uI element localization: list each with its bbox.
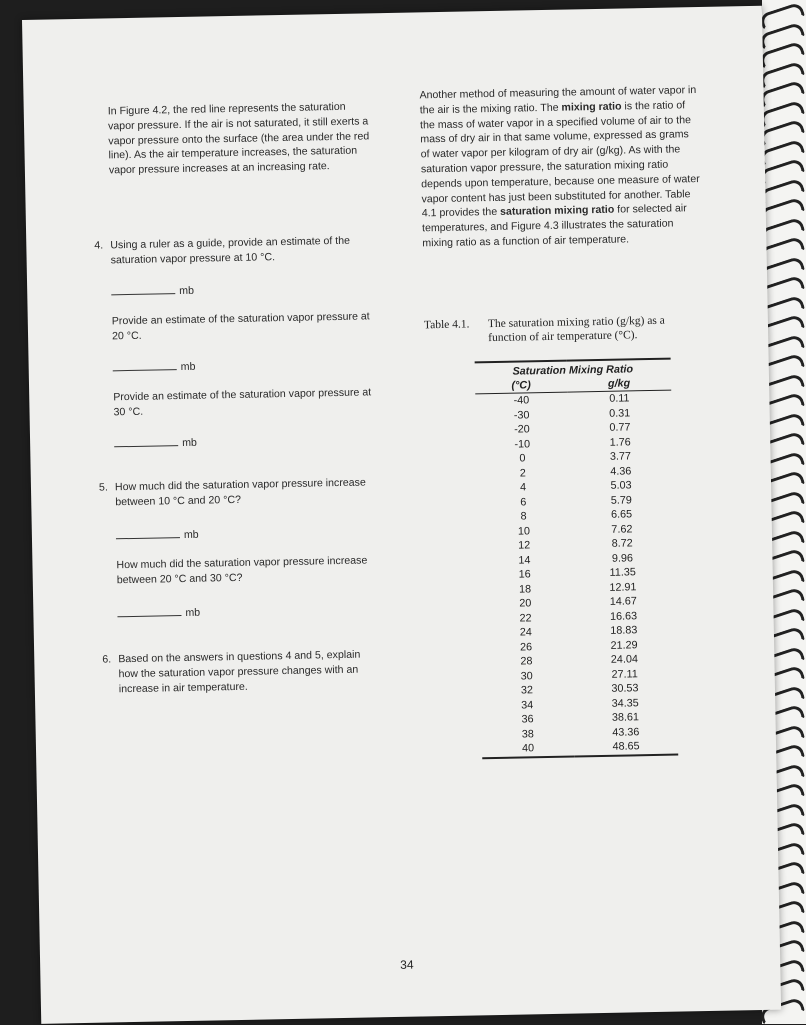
answer-blank[interactable] bbox=[114, 435, 178, 447]
intro-paragraph: In Figure 4.2, the red line represents the saturation vapor pressure. If the air is not saturated, it still exerts a vapor pressure onto the surface (the area under the red line). As the air temperature increases, the saturation vapor pressure increases at an increasing rate. bbox=[107, 100, 370, 177]
question-text: Provide an estimate of the saturation vapor pressure at 20 °C. bbox=[111, 310, 370, 343]
mixing-ratio-cell: 9.96 bbox=[611, 551, 634, 565]
temperature-cell: 8 bbox=[520, 510, 527, 523]
col-temp-unit: (°C) bbox=[475, 378, 567, 394]
temperature-cell: 28 bbox=[520, 655, 533, 668]
table-caption-label: Table 4.1. bbox=[423, 318, 470, 332]
unit-label: mb bbox=[183, 528, 199, 541]
temperature-cell: 40 bbox=[482, 741, 574, 758]
mixing-ratio-cell: 5.03 bbox=[610, 479, 632, 492]
temperature-cell: 36 bbox=[521, 713, 534, 726]
temperature-cell: 26 bbox=[519, 640, 533, 654]
temperature-cell: 2 bbox=[519, 466, 526, 480]
term-saturation-mixing-ratio: saturation mixing ratio bbox=[499, 204, 615, 219]
mixing-ratio-cell: 0.77 bbox=[609, 421, 631, 434]
mixing-ratio-cell: 3.77 bbox=[609, 450, 632, 463]
temperature-cell: 30 bbox=[520, 669, 533, 683]
temperature-cell: 34 bbox=[521, 698, 534, 712]
question-text: How much did the saturation vapor pressure increase between 20 °C and 30 °C? bbox=[116, 554, 368, 587]
temperature-cell: 22 bbox=[519, 611, 532, 625]
temperature-cell: 10 bbox=[517, 524, 531, 538]
answer-blank[interactable] bbox=[111, 283, 175, 295]
unit-label: mb bbox=[180, 360, 196, 374]
temperature-cell: -10 bbox=[514, 437, 531, 451]
mixing-ratio-cell: 21.29 bbox=[610, 638, 638, 652]
answer-blank[interactable] bbox=[116, 527, 180, 539]
text-run: is the ratio of the mass of water vapor in a specified volume of air to the mass of dry air in that same volume, expressed as grams of water vapor per kilogram of dry air (g/kg). As with the saturation vapor pressure, the saturation mixing ratio depends upon temperature, because one measure of water vapor content has just been substituted for another. Table 4.1 provides the bbox=[419, 99, 700, 220]
unit-label: mb bbox=[185, 606, 201, 619]
mixing-ratio-cell: 4.36 bbox=[610, 464, 632, 478]
temperature-cell: -40 bbox=[513, 394, 530, 407]
question-text: How much did the saturation vapor pressure increase between 10 °C and 20 °C? bbox=[114, 476, 366, 509]
temperature-cell: 6 bbox=[520, 495, 527, 509]
table-caption bbox=[424, 313, 684, 346]
mixing-ratio-cell: 5.79 bbox=[610, 493, 632, 507]
question-number: 6. bbox=[102, 653, 112, 666]
temperature-cell: -30 bbox=[513, 408, 530, 422]
answer-line-10-20[interactable] bbox=[116, 523, 378, 544]
question-text: Based on the answers in questions 4 and 5, explain how the saturation vapor pressure changes with an increase in air temperature. bbox=[118, 648, 361, 695]
answer-blank[interactable] bbox=[113, 359, 177, 371]
mixing-ratio-cell: 7.62 bbox=[611, 522, 633, 536]
mixing-ratio-cell: 6.65 bbox=[610, 508, 633, 521]
question-text: Provide an estimate of the saturation vapor pressure at 30 °C. bbox=[113, 386, 372, 419]
table-header: Saturation Mixing Ratio bbox=[475, 359, 671, 380]
question-4 bbox=[94, 233, 373, 268]
col-ratio-unit: g/kg bbox=[567, 376, 671, 392]
unit-label: mb bbox=[182, 436, 197, 450]
text-run: Another method of measuring the amount of water vapor in the air is the mixing ratio. The bbox=[419, 84, 697, 117]
mixing-ratio-cell: 48.65 bbox=[574, 739, 678, 756]
question-4b bbox=[112, 309, 375, 344]
question-number: 4. bbox=[94, 239, 104, 252]
mixing-ratio-cell: 16.63 bbox=[609, 609, 638, 623]
mixing-ratio-cell: 8.72 bbox=[611, 537, 633, 550]
answer-line-30c[interactable] bbox=[114, 431, 376, 452]
question-number: 5. bbox=[98, 481, 108, 494]
temperature-cell: 24 bbox=[519, 626, 532, 639]
table-caption-text: The saturation mixing ratio (g/kg) as a function of air temperature (°C). bbox=[487, 314, 665, 345]
question-4c bbox=[113, 385, 376, 420]
temperature-cell: 20 bbox=[519, 597, 532, 610]
mixing-ratio-cell: 18.83 bbox=[610, 624, 638, 637]
temperature-cell: 0 bbox=[519, 452, 526, 465]
table-body bbox=[475, 390, 678, 758]
mixing-ratio-cell: 43.36 bbox=[612, 725, 640, 739]
mixing-ratio-paragraph bbox=[419, 83, 702, 251]
temperature-cell: 38 bbox=[521, 727, 534, 741]
mixing-ratio-cell: 14.67 bbox=[609, 595, 637, 608]
mixing-ratio-cell: 34.35 bbox=[611, 696, 639, 710]
workbook-page bbox=[22, 6, 781, 1024]
temperature-cell: 14 bbox=[518, 553, 531, 567]
mixing-ratio-cell: 12.91 bbox=[609, 580, 637, 594]
mixing-ratio-cell: 24.04 bbox=[610, 653, 639, 666]
answer-line-20-30[interactable] bbox=[117, 601, 379, 622]
temperature-cell: 4 bbox=[519, 481, 527, 494]
right-column bbox=[419, 83, 702, 251]
temperature-cell: 16 bbox=[518, 568, 531, 581]
term-mixing-ratio: mixing ratio bbox=[561, 100, 622, 114]
saturation-mixing-ratio-table bbox=[475, 358, 679, 759]
answer-line-20c[interactable] bbox=[113, 355, 375, 376]
page-number: 34 bbox=[400, 957, 414, 972]
question-5 bbox=[98, 475, 378, 510]
mixing-ratio-cell: 0.11 bbox=[609, 392, 630, 405]
mixing-ratio-cell: 0.31 bbox=[609, 406, 631, 420]
temperature-cell: 12 bbox=[518, 539, 531, 552]
left-column bbox=[94, 99, 372, 695]
temperature-cell: 32 bbox=[520, 684, 534, 697]
mixing-ratio-cell: 11.35 bbox=[609, 566, 636, 579]
unit-label: mb bbox=[179, 284, 195, 298]
question-5b bbox=[116, 553, 379, 588]
temperature-cell: 18 bbox=[518, 582, 532, 596]
temperature-cell: -20 bbox=[514, 423, 530, 436]
question-6 bbox=[102, 647, 381, 696]
answer-blank[interactable] bbox=[117, 605, 181, 617]
table-row bbox=[482, 739, 678, 758]
text-run: for selected air temperatures, and Figure 4.3 illustrates the saturation mixing ratio as a function of air temperature. bbox=[421, 202, 687, 250]
mixing-ratio-cell: 38.61 bbox=[611, 711, 640, 724]
mixing-ratio-cell: 27.11 bbox=[611, 667, 638, 681]
question-text: Using a ruler as a guide, provide an estimate of the saturation vapor pressure at 10 °C. bbox=[110, 234, 351, 267]
mixing-ratio-cell: 30.53 bbox=[611, 682, 639, 695]
mixing-ratio-cell: 1.76 bbox=[609, 435, 631, 449]
answer-line-10c[interactable] bbox=[111, 279, 373, 300]
